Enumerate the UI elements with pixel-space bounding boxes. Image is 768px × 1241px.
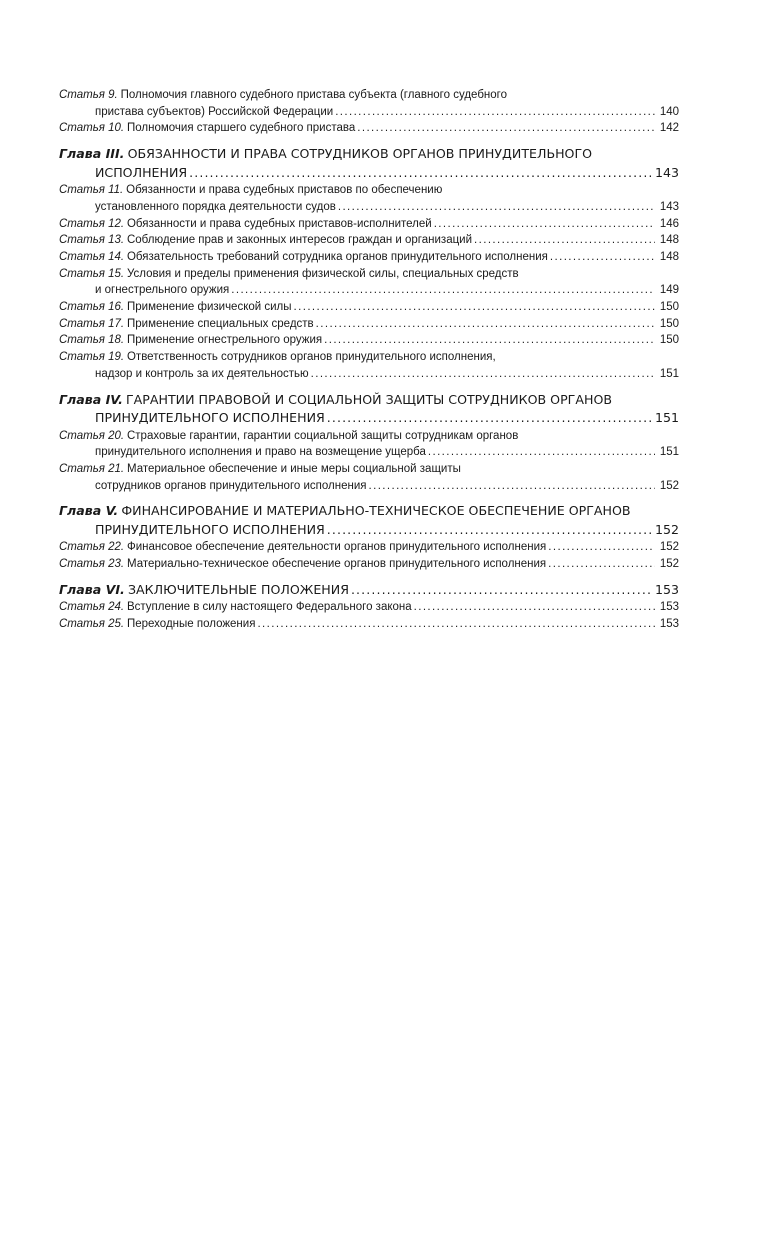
toc-line (59, 502, 679, 521)
dot-leader (294, 299, 655, 316)
toc-article-entry (59, 349, 679, 382)
article-number: Статья 21. (59, 462, 125, 475)
page-number: 140 (659, 105, 679, 118)
toc-line (59, 478, 679, 495)
toc-article-entry (59, 332, 679, 349)
toc-line (59, 428, 679, 445)
toc-line (59, 391, 679, 410)
page-number: 146 (659, 217, 679, 230)
page-number: 151 (654, 410, 679, 426)
dot-leader (311, 366, 655, 383)
toc-line (59, 332, 679, 349)
article-number: Статья 15. (59, 267, 125, 280)
toc-line (59, 182, 679, 199)
article-title: Обязанности и права судебных приставов-исполнителей (126, 217, 432, 230)
page-number: 143 (659, 200, 679, 213)
chapter-number: Глава VI. (59, 581, 125, 597)
chapter-title: ОБЯЗАННОСТИ И ПРАВА СОТРУДНИКОВ ОРГАНОВ ПРИНУДИТЕЛЬНОГО (127, 146, 593, 162)
article-title: принудительного исполнения и право на возмещение ущерба (95, 446, 426, 459)
dot-leader (351, 581, 653, 600)
article-number: Статья 13. (59, 234, 125, 247)
toc-article-entry (59, 87, 679, 120)
article-number: Статья 22. (59, 541, 125, 554)
toc-line (59, 316, 679, 333)
article-number: Статья 17. (59, 317, 125, 330)
chapter-number: Глава V. (59, 503, 119, 519)
article-number: Статья 20. (59, 429, 125, 442)
dot-leader (327, 409, 653, 428)
toc-article-entry (59, 616, 679, 633)
page-number: 150 (659, 334, 679, 347)
toc-line (59, 539, 679, 556)
page-number: 152 (659, 558, 679, 571)
toc-article-entry (59, 216, 679, 233)
dot-leader (474, 232, 655, 249)
article-title: Вступление в силу настоящего Федерального закона (126, 601, 412, 614)
page-number: 149 (659, 284, 679, 297)
article-title: сотрудников органов принудительного исполнения (95, 479, 367, 492)
toc-line (59, 145, 679, 164)
chapter-title: ЗАКЛЮЧИТЕЛЬНЫЕ ПОЛОЖЕНИЯ (127, 581, 349, 597)
article-number: Статья 9. (59, 89, 118, 101)
article-number: Статья 16. (59, 301, 125, 314)
toc-line (59, 104, 679, 121)
article-number: Статья 24. (59, 601, 125, 614)
toc-line (59, 349, 679, 366)
dot-leader (550, 249, 655, 266)
dot-leader (434, 216, 655, 233)
article-title: пристава субъектов) Российской Федерации (95, 105, 334, 118)
toc-article-entry (59, 249, 679, 266)
article-title: надзор и контроль за их деятельностью (95, 367, 309, 380)
article-title: установленного порядка деятельности судов (95, 200, 336, 213)
toc-article-entry (59, 232, 679, 249)
article-title: Полномочия старшего судебного пристава (126, 122, 356, 135)
article-number: Статья 19. (59, 351, 125, 364)
chapter-title: ПРИНУДИТЕЛЬНОГО ИСПОЛНЕНИЯ (95, 410, 325, 426)
page-number: 148 (659, 250, 679, 263)
page-number: 153 (654, 581, 679, 597)
article-number: Статья 14. (59, 250, 125, 263)
toc-chapter-entry (59, 581, 679, 600)
article-number: Статья 12. (59, 217, 125, 230)
page-number: 152 (659, 479, 679, 492)
page-number: 148 (659, 234, 679, 247)
page-number: 153 (659, 601, 679, 614)
chapter-title: ПРИНУДИТЕЛЬНОГО ИСПОЛНЕНИЯ (95, 521, 325, 537)
dot-leader (357, 120, 655, 137)
article-number: Статья 18. (59, 334, 125, 347)
toc-line (59, 444, 679, 461)
article-number: Статья 23. (59, 558, 125, 571)
toc-line (59, 556, 679, 573)
toc-chapter-entry (59, 502, 679, 539)
page-number: 153 (659, 617, 679, 630)
page-number: 150 (659, 317, 679, 330)
article-title: Условия и пределы применения физической силы, специальных средств (126, 267, 519, 280)
toc-line (59, 249, 679, 266)
article-title: Обязательность требований сотрудника органов принудительного исполнения (126, 250, 548, 263)
toc-article-entry (59, 428, 679, 461)
article-title: Материально-техническое обеспечение органов принудительного исполнения (126, 558, 547, 571)
toc-line (59, 599, 679, 616)
chapter-title: ФИНАНСИРОВАНИЕ И МАТЕРИАЛЬНО-ТЕХНИЧЕСКОЕ ОБЕСПЕЧЕНИЕ ОРГАНОВ (121, 503, 631, 519)
toc-line (59, 521, 679, 540)
page-number: 142 (659, 122, 679, 135)
article-title: Соблюдение прав и законных интересов граждан и организаций (126, 234, 473, 247)
article-title: Обязанности и права судебных приставов по обеспечению (126, 184, 443, 197)
article-title: Переходные положения (126, 617, 256, 630)
page-number: 150 (659, 301, 679, 314)
article-number: Статья 11. (59, 184, 124, 197)
article-title: Полномочия главного судебного пристава субъекта (главного судебного (120, 89, 507, 101)
toc-line (59, 299, 679, 316)
toc-line (59, 216, 679, 233)
toc-line (59, 581, 679, 600)
toc-line (59, 409, 679, 428)
table-of-contents (59, 87, 679, 633)
dot-leader (316, 316, 655, 333)
toc-line (59, 87, 679, 104)
page-number: 151 (659, 446, 679, 459)
toc-article-entry (59, 539, 679, 556)
dot-leader (428, 444, 655, 461)
toc-article-entry (59, 316, 679, 333)
toc-article-entry (59, 182, 679, 215)
page-number: 152 (654, 521, 679, 537)
toc-line (59, 164, 679, 183)
dot-leader (338, 199, 655, 216)
toc-article-entry (59, 299, 679, 316)
article-title: Страховые гарантии, гарантии социальной защиты сотрудникам органов (126, 429, 519, 442)
toc-line (59, 616, 679, 633)
article-title: Применение огнестрельного оружия (126, 334, 323, 347)
chapter-title: ГАРАНТИИ ПРАВОВОЙ И СОЦИАЛЬНОЙ ЗАЩИТЫ СОТРУДНИКОВ ОРГАНОВ (126, 391, 612, 407)
toc-article-entry (59, 461, 679, 494)
toc-chapter-entry (59, 391, 679, 428)
article-title: Применение физической силы (126, 301, 292, 314)
dot-leader (335, 104, 655, 121)
dot-leader (369, 478, 656, 495)
toc-chapter-entry (59, 145, 679, 182)
article-number: Статья 25. (59, 617, 125, 630)
article-title: и огнестрельного оружия (95, 284, 230, 297)
toc-line (59, 266, 679, 283)
article-title: Материальное обеспечение и иные меры социальной защиты (126, 462, 461, 475)
dot-leader (327, 521, 653, 540)
article-number: Статья 10. (59, 122, 125, 135)
toc-line (59, 282, 679, 299)
article-title: Финансовое обеспечение деятельности органов принудительного исполнения (126, 541, 547, 554)
toc-article-entry (59, 266, 679, 299)
dot-leader (231, 282, 655, 299)
dot-leader (548, 556, 655, 573)
dot-leader (257, 616, 655, 633)
dot-leader (548, 539, 655, 556)
toc-article-entry (59, 599, 679, 616)
toc-article-entry (59, 556, 679, 573)
article-title: Применение специальных средств (126, 317, 314, 330)
toc-article-entry (59, 120, 679, 137)
toc-line (59, 120, 679, 137)
toc-line (59, 199, 679, 216)
chapter-number: Глава III. (59, 146, 125, 162)
chapter-number: Глава IV. (59, 391, 123, 407)
article-title: Ответственность сотрудников органов принудительного исполнения, (126, 351, 496, 364)
toc-line (59, 232, 679, 249)
toc-line (59, 461, 679, 478)
dot-leader (414, 599, 655, 616)
page-number: 151 (659, 367, 679, 380)
dot-leader (189, 164, 653, 183)
page-number: 152 (659, 541, 679, 554)
dot-leader (324, 332, 655, 349)
page-number: 143 (654, 164, 679, 180)
toc-line (59, 366, 679, 383)
chapter-title: ИСПОЛНЕНИЯ (95, 164, 188, 180)
